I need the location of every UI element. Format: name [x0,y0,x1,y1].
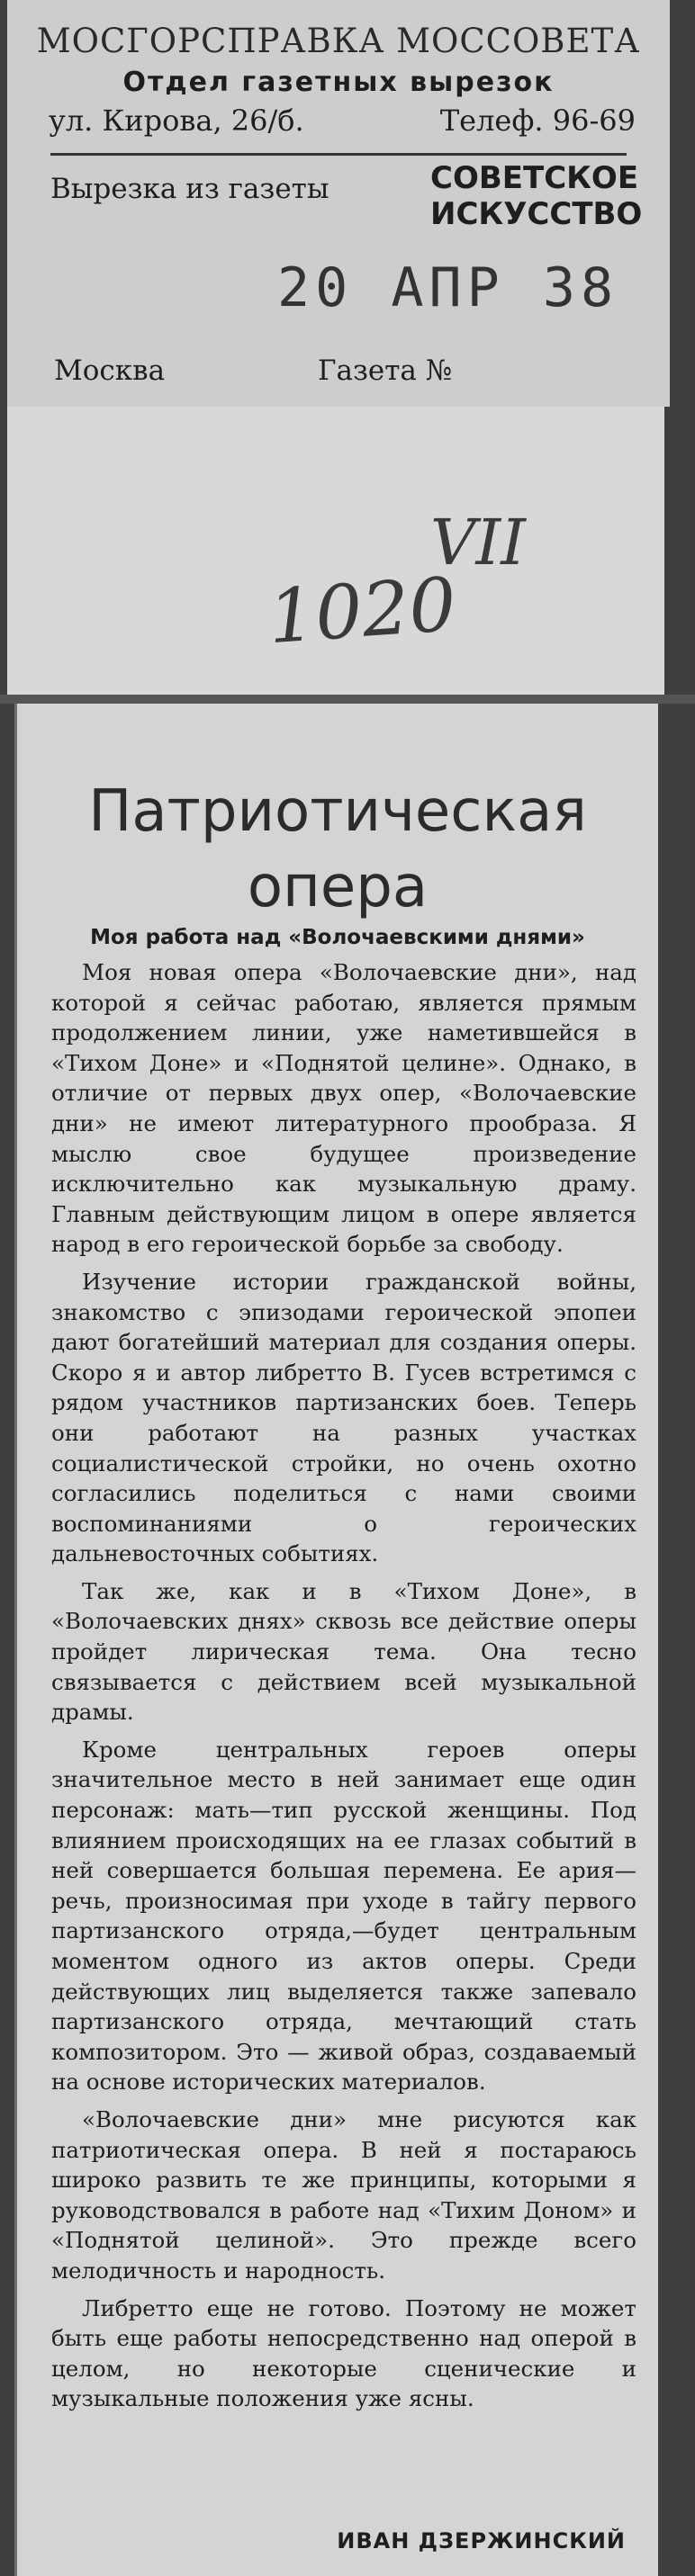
headline-line-1: Патриотическая [88,778,587,845]
gazeta-number-label: Газета № [318,355,453,387]
date-stamp: 20 АПР 38 [277,256,619,319]
handwritten-note-slip [7,407,664,695]
article-body [51,957,636,2421]
clipping-header-slip [7,0,670,407]
bureau-name: МОСГОРСПРАВКА МОССОВЕТА [36,22,641,60]
department-name: Отдел газетных вырезок [122,67,555,98]
bureau-address: ул. Кирова, 26/б. [49,103,304,138]
newspaper-name-stamp: СОВЕТСКОЕ ИСКУССТВО [430,160,643,232]
article-headline [17,774,658,925]
clipping-edge [0,695,695,704]
article-paragraph: Изучение истории гражданской войны, знакомство с эпизодами героической эпопеи дают богатейший материал для создания оперы. Скоро я и автор либретто В. Гусев встретимся с рядом участников партизанских боев. Теперь они работают на разных участках социалистической стройки, но очень охотно согласились поделиться с нами своими воспоминаниями о героических дальневосточных событиях. [51,1268,636,1567]
article-subtitle: Моя работа над «Волочаевскими днями» [90,926,585,949]
article-author: ИВАН ДЗЕРЖИНСКИЙ [337,2528,626,2554]
article-paragraph: Кроме центральных героев оперы значительное место в ней занимает еще один персонаж: мать—тип русской женщины. Под влиянием происходящих на ее глазах событий в ней совершается большая перемена. Ее ария—речь, произносимая при уходе в тайгу первого партизанского отряда,—будет центральным моментом одного из актов оперы. Среди действующих лиц выделяется также запевало партизанского отряда, мечтающий стать композитором. Это — живой образ, создаваемый на основе исторических материалов. [51,1736,636,2096]
article-paragraph: Моя новая опера «Волочаевские дни», над которой я сейчас работаю, является прямым продолжением линии, уже наметившейся в «Тихом Доне» и «Поднятой целине». Однако, в отличие от первых двух опер, «Волочаевские дни» не имеют литературного прообраза. Я мыслю свое будущее произведение исключительно как музыкальную драму. Главным действующим лицом в опере является народ в его героической борьбе за свободу. [51,959,636,1258]
article-paragraph: Либретто еще не готово. Поэтому не может быть еще работы непосредственно над оперой в целом, но некоторые сценические и музыкальные положения уже ясны. [51,2294,636,2412]
headline-line-2: опера [247,854,429,920]
bureau-phone: Телеф. 96-69 [439,103,636,138]
newspaper-article [14,704,658,2576]
clipping-source-label: Вырезка из газеты [50,173,329,205]
article-paragraph: «Волочаевские дни» мне рисуются как патриотическая опера. В ней я постараюсь широко развить те же принципы, которыми я руководствовался в работе над «Тихим Доном» и «Поднятой целиной». Это прежде всего мелодичность и народность. [51,2105,636,2284]
article-paragraph: Так же, как и в «Тихом Доне», в «Волочаевских днях» сквозь все действие оперы пройдет лирическая тема. Она тесно связывается с действием всей музыкальной драмы. [51,1577,636,1726]
city-label: Москва [54,355,166,387]
header-divider [50,153,627,156]
handwritten-mark: VII [430,506,526,579]
handwritten-number: 1020 [265,561,459,661]
